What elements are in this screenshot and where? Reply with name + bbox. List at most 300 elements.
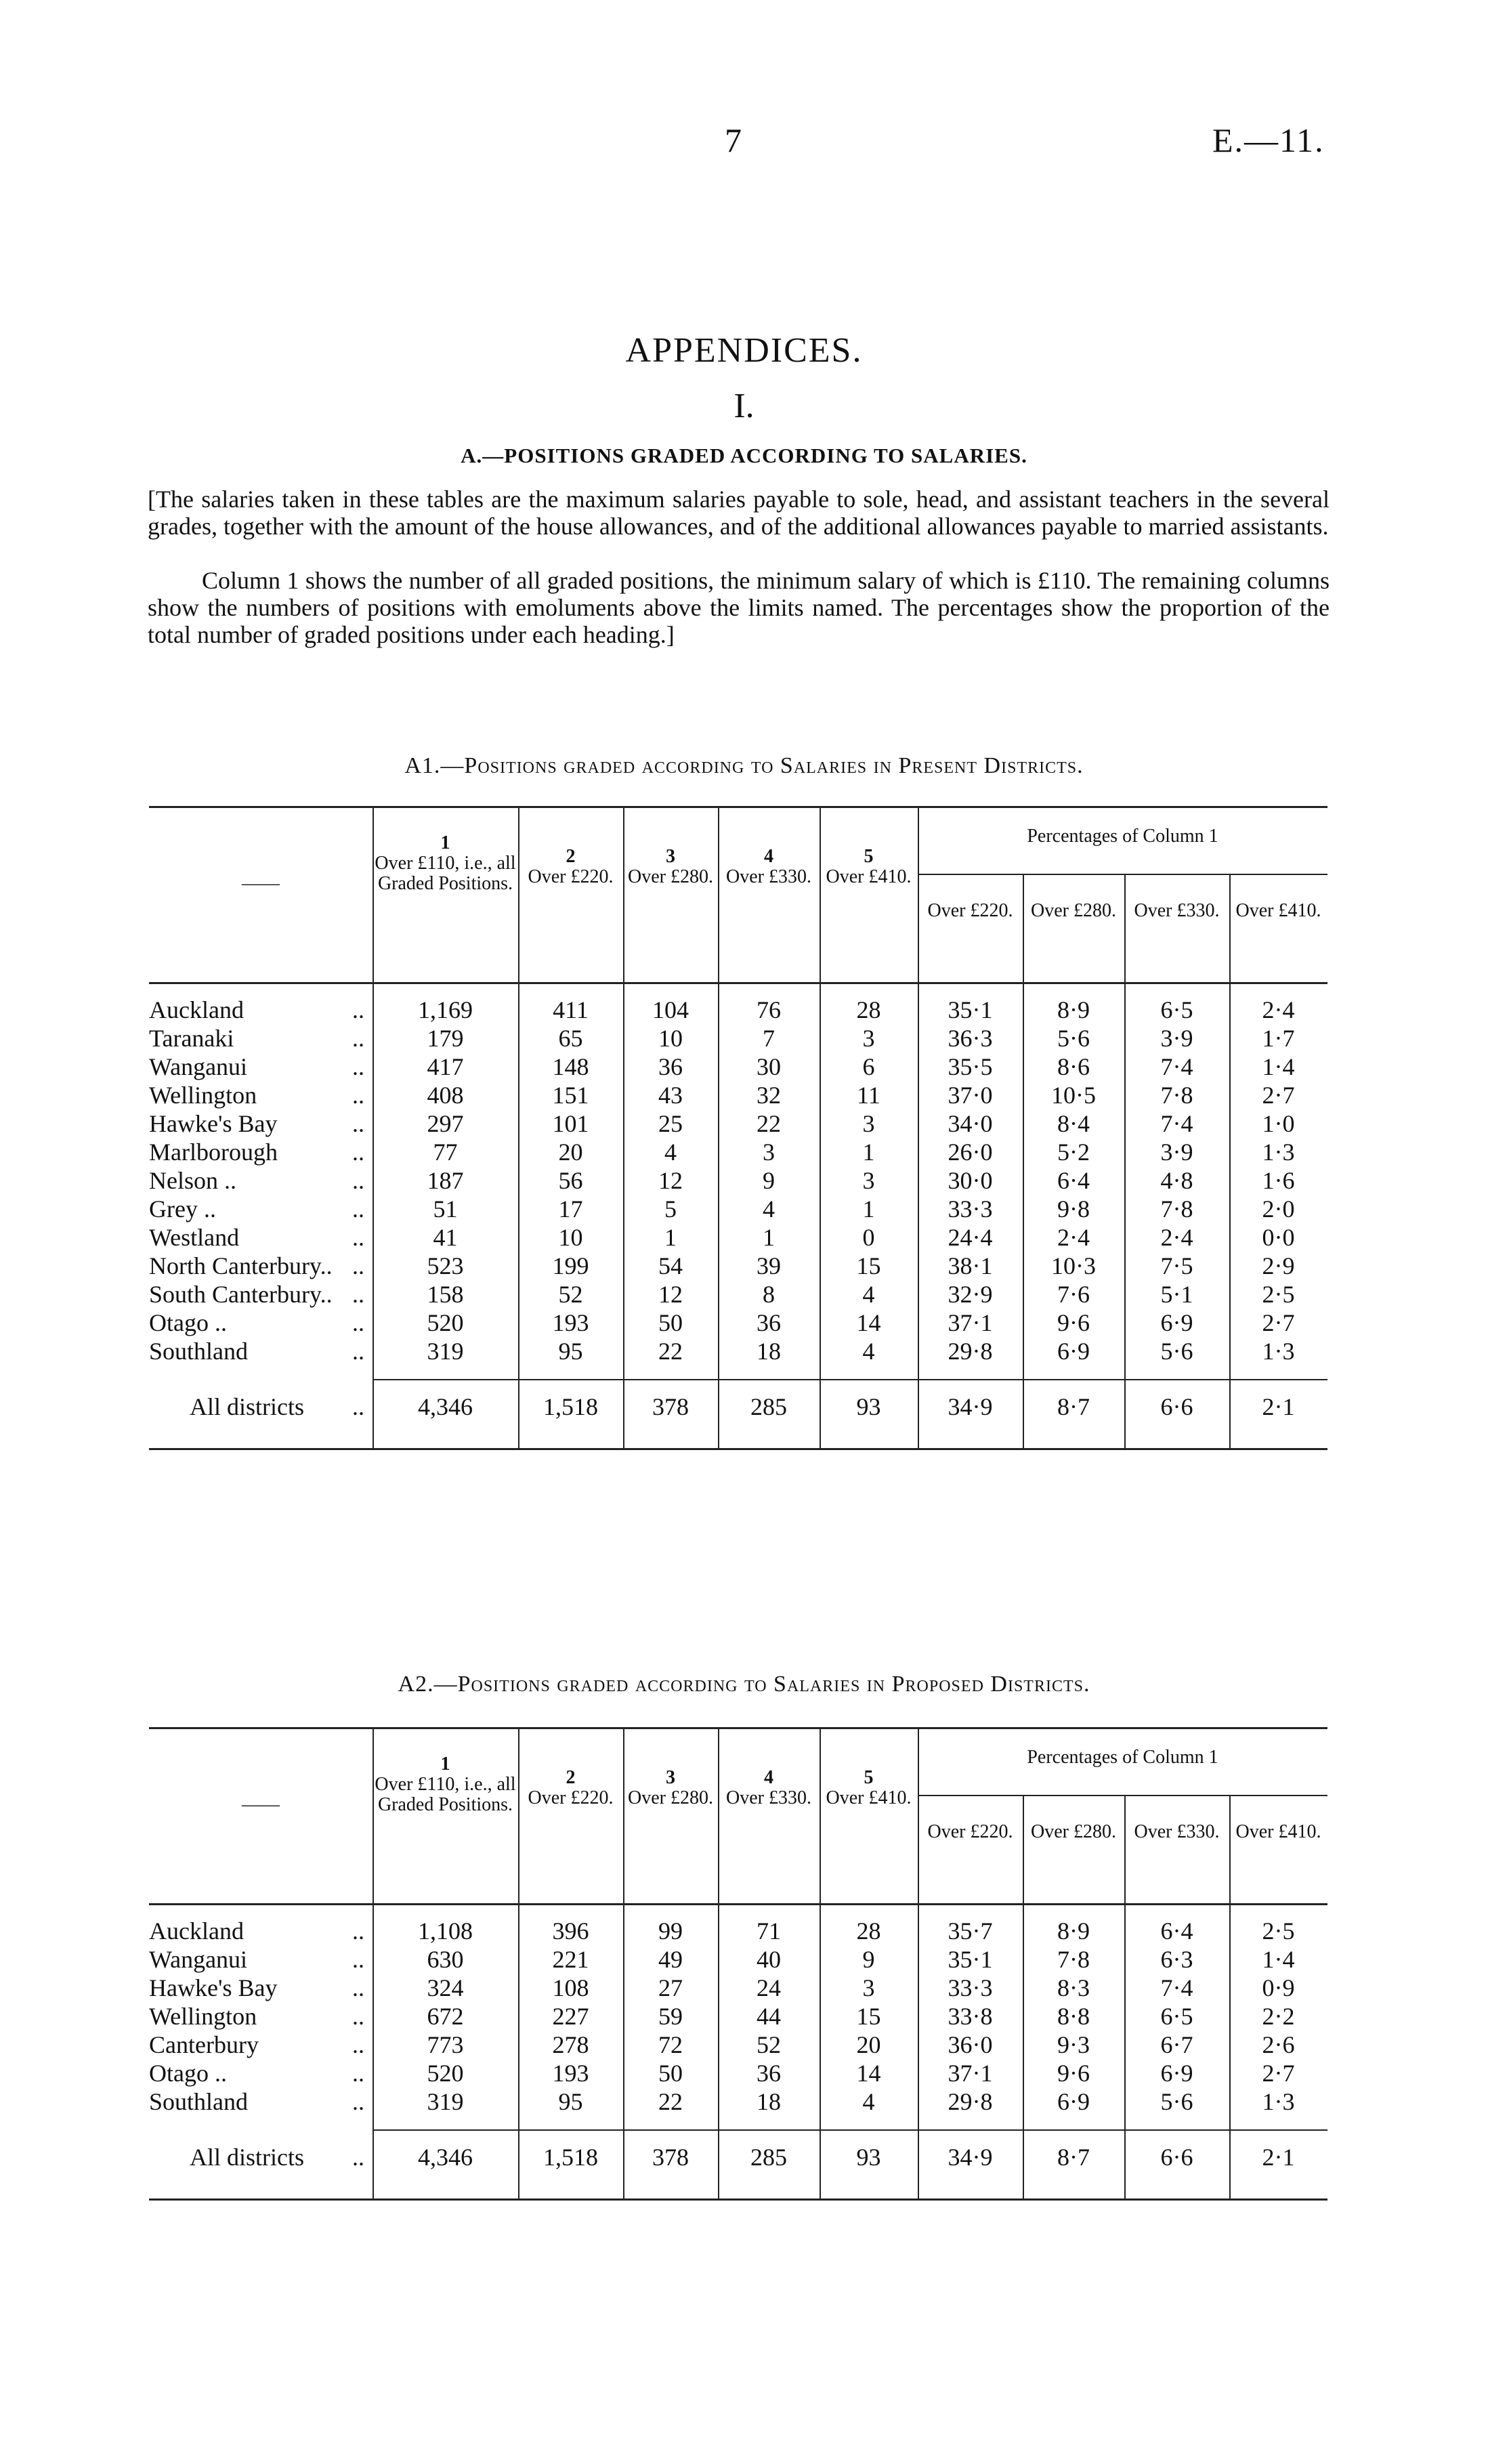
value-cell: 148 bbox=[552, 1053, 589, 1080]
value-cell: 2·7 bbox=[1262, 1309, 1295, 1336]
leader-dots: .. bbox=[352, 1082, 364, 1109]
header-rule bbox=[149, 982, 1327, 984]
header-c1-number: 1 bbox=[440, 1754, 450, 1775]
header-c4-label: Over £330. bbox=[726, 1787, 811, 1808]
table1 bbox=[149, 806, 1327, 1443]
value-cell: 33·3 bbox=[948, 1195, 993, 1223]
leader-dots: .. bbox=[352, 1053, 364, 1080]
value-cell: 56 bbox=[558, 1167, 583, 1194]
value-cell: 227 bbox=[552, 2003, 589, 2030]
value-cell: 7·4 bbox=[1160, 1110, 1193, 1137]
header-c3 bbox=[623, 847, 718, 887]
value-cell: 7·5 bbox=[1160, 1252, 1193, 1279]
value-cell: 297 bbox=[427, 1110, 464, 1137]
value-cell: 193 bbox=[552, 1309, 589, 1336]
value-cell: 8·9 bbox=[1057, 996, 1090, 1023]
table-row bbox=[149, 1138, 1327, 1166]
value-cell: 285 bbox=[750, 1393, 787, 1420]
value-cell: 35·1 bbox=[948, 1946, 993, 1973]
value-cell: 33·8 bbox=[948, 2003, 993, 2030]
header-blank: —— bbox=[242, 873, 280, 894]
total-rule bbox=[373, 2129, 1327, 2131]
district-name: Otago .. bbox=[149, 2060, 227, 2087]
value-cell: 51 bbox=[433, 1195, 458, 1223]
value-cell: 1 bbox=[862, 1139, 875, 1166]
value-cell: 3·9 bbox=[1160, 1025, 1193, 1052]
value-cell: 36 bbox=[757, 2060, 781, 2087]
district-name: Wanganui bbox=[149, 1946, 248, 1973]
value-cell: 285 bbox=[750, 2144, 787, 2171]
header-percentages-group: Percentages of Column 1 bbox=[1027, 826, 1218, 847]
value-cell: 9·8 bbox=[1057, 1195, 1090, 1223]
header-c4 bbox=[718, 847, 820, 887]
value-cell: 10·5 bbox=[1051, 1082, 1096, 1109]
value-cell: 8·9 bbox=[1057, 1917, 1090, 1945]
value-cell: 2·4 bbox=[1262, 996, 1295, 1023]
header-percent-p4: Over £410. bbox=[1235, 900, 1321, 921]
value-cell: 8·3 bbox=[1057, 1974, 1090, 2001]
value-cell: 1,108 bbox=[418, 1917, 473, 1945]
value-cell: 7 bbox=[763, 1025, 775, 1052]
value-cell: 50 bbox=[658, 2060, 683, 2087]
leader-dots: .. bbox=[352, 1917, 364, 1945]
value-cell: 104 bbox=[652, 996, 689, 1023]
value-cell: 10 bbox=[558, 1224, 583, 1251]
value-cell: 417 bbox=[427, 1053, 464, 1080]
value-cell: 28 bbox=[856, 1917, 881, 1945]
header-c5 bbox=[820, 847, 918, 887]
district-name: All districts bbox=[190, 1393, 304, 1420]
document-reference: E.—11. bbox=[1212, 121, 1325, 159]
leader-dots: .. bbox=[352, 2088, 364, 2115]
district-name: Wanganui bbox=[149, 1053, 248, 1080]
value-cell: 3 bbox=[862, 1025, 875, 1052]
value-cell: 41 bbox=[433, 1224, 458, 1251]
value-cell: 6·4 bbox=[1057, 1167, 1090, 1194]
value-cell: 5·2 bbox=[1057, 1139, 1090, 1166]
district-name: Westland bbox=[149, 1224, 240, 1251]
value-cell: 7·4 bbox=[1160, 1974, 1193, 2001]
header-c5 bbox=[820, 1768, 918, 1808]
value-cell: 1,169 bbox=[418, 996, 473, 1023]
leader-dots: .. bbox=[352, 1195, 364, 1223]
value-cell: 4 bbox=[763, 1195, 775, 1223]
value-cell: 52 bbox=[757, 2031, 781, 2058]
leader-dots: .. bbox=[352, 1025, 364, 1052]
value-cell: 1·4 bbox=[1262, 1053, 1295, 1080]
value-cell: 35·7 bbox=[948, 1917, 993, 1945]
value-cell: 30 bbox=[757, 1053, 781, 1080]
intro-paragraph-1: [The salaries taken in these tables are the maximum salaries payable to sole, head, and assistant teachers in the several grades, together with the amount of the house allowances, and of the additional allowances payable to married assistants. bbox=[148, 486, 1330, 540]
total-row bbox=[149, 1393, 1327, 1421]
value-cell: 1·3 bbox=[1262, 1338, 1295, 1365]
value-cell: 36·3 bbox=[948, 1025, 993, 1052]
value-cell: 101 bbox=[552, 1110, 589, 1137]
value-cell: 1·6 bbox=[1262, 1167, 1295, 1194]
value-cell: 2·1 bbox=[1262, 1393, 1295, 1420]
value-cell: 8·4 bbox=[1057, 1110, 1090, 1137]
value-cell: 520 bbox=[427, 2060, 464, 2087]
value-cell: 7·8 bbox=[1160, 1195, 1193, 1223]
header-c1 bbox=[373, 833, 518, 894]
value-cell: 33·3 bbox=[948, 1974, 993, 2001]
header-percent-p3: Over £330. bbox=[1134, 1821, 1220, 1842]
value-cell: 319 bbox=[427, 2088, 464, 2115]
value-cell: 49 bbox=[658, 1946, 683, 1973]
section-number: I. bbox=[734, 387, 754, 425]
table1-caption: A1.—Positions graded according to Salaries in Present Districts. bbox=[404, 753, 1084, 778]
table-row bbox=[149, 1309, 1327, 1337]
value-cell: 3 bbox=[862, 1167, 875, 1194]
header-c5-label: Over £410. bbox=[826, 866, 912, 887]
value-cell: 20 bbox=[558, 1139, 583, 1166]
value-cell: 34·9 bbox=[948, 1393, 993, 1420]
header-c3-label: Over £280. bbox=[628, 866, 713, 887]
value-cell: 22 bbox=[757, 1110, 781, 1137]
value-cell: 9·3 bbox=[1057, 2031, 1090, 2058]
table-row bbox=[149, 2002, 1327, 2031]
value-cell: 59 bbox=[658, 2003, 683, 2030]
value-cell: 34·0 bbox=[948, 1110, 993, 1137]
header-c3-number: 3 bbox=[666, 1767, 675, 1788]
value-cell: 6 bbox=[862, 1053, 875, 1080]
value-cell: 3·9 bbox=[1160, 1139, 1193, 1166]
leader-dots: .. bbox=[352, 1338, 364, 1365]
value-cell: 2·1 bbox=[1262, 2144, 1295, 2171]
header-c3-number: 3 bbox=[666, 846, 675, 867]
header-c4-label: Over £330. bbox=[726, 866, 811, 887]
district-name: Canterbury bbox=[149, 2031, 259, 2058]
value-cell: 7·8 bbox=[1160, 1082, 1193, 1109]
district-name: Nelson .. bbox=[149, 1167, 236, 1194]
value-cell: 0·0 bbox=[1262, 1224, 1295, 1251]
leader-dots: .. bbox=[352, 1309, 364, 1336]
value-cell: 28 bbox=[856, 996, 881, 1023]
value-cell: 408 bbox=[427, 1082, 464, 1109]
district-name: Southland bbox=[149, 1338, 249, 1365]
value-cell: 151 bbox=[552, 1082, 589, 1109]
value-cell: 1 bbox=[862, 1195, 875, 1223]
value-cell: 18 bbox=[757, 1338, 781, 1365]
district-name: Hawke's Bay bbox=[149, 1110, 278, 1137]
value-cell: 1·7 bbox=[1262, 1025, 1295, 1052]
value-cell: 25 bbox=[658, 1110, 683, 1137]
value-cell: 12 bbox=[658, 1167, 683, 1194]
value-cell: 2·7 bbox=[1262, 2060, 1295, 2087]
header-c2-number: 2 bbox=[566, 1767, 576, 1788]
top-rule bbox=[149, 806, 1327, 808]
table-row bbox=[149, 1053, 1327, 1081]
value-cell: 6·9 bbox=[1160, 2060, 1193, 2087]
header-c4-number: 4 bbox=[764, 846, 773, 867]
leader-dots: .. bbox=[352, 2031, 364, 2058]
value-cell: 773 bbox=[427, 2031, 464, 2058]
district-name: All districts bbox=[190, 2144, 304, 2171]
value-cell: 1·3 bbox=[1262, 2088, 1295, 2115]
value-cell: 77 bbox=[433, 1139, 458, 1166]
value-cell: 36 bbox=[658, 1053, 683, 1080]
value-cell: 32 bbox=[757, 1082, 781, 1109]
header-c1-label: Over £110, i.e., all Graded Positions. bbox=[375, 853, 516, 894]
table-row bbox=[149, 1195, 1327, 1223]
value-cell: 52 bbox=[558, 1281, 583, 1308]
value-cell: 199 bbox=[552, 1252, 589, 1279]
value-cell: 1 bbox=[664, 1224, 677, 1251]
header-c4 bbox=[718, 1768, 820, 1808]
value-cell: 221 bbox=[552, 1946, 589, 1973]
value-cell: 2·7 bbox=[1262, 1082, 1295, 1109]
header-c3-label: Over £280. bbox=[628, 1787, 713, 1808]
table-row bbox=[149, 2059, 1327, 2087]
value-cell: 8·7 bbox=[1057, 2144, 1090, 2171]
value-cell: 36 bbox=[757, 1309, 781, 1336]
table-row bbox=[149, 1081, 1327, 1109]
district-name: Otago .. bbox=[149, 1309, 227, 1336]
district-name: South Canterbury.. bbox=[149, 1281, 333, 1308]
value-cell: 2·0 bbox=[1262, 1195, 1295, 1223]
header-percent-p4: Over £410. bbox=[1235, 1821, 1321, 1842]
table-row bbox=[149, 2087, 1327, 2116]
header-c5-label: Over £410. bbox=[826, 1787, 912, 1808]
header-percentages-group: Percentages of Column 1 bbox=[1027, 1747, 1218, 1768]
header-percent-p2: Over £280. bbox=[1031, 900, 1116, 921]
value-cell: 179 bbox=[427, 1025, 464, 1052]
value-cell: 17 bbox=[558, 1195, 583, 1223]
value-cell: 76 bbox=[757, 996, 781, 1023]
leader-dots: .. bbox=[352, 1281, 364, 1308]
value-cell: 5·6 bbox=[1057, 1025, 1090, 1052]
value-cell: 15 bbox=[856, 1252, 881, 1279]
value-cell: 5·1 bbox=[1160, 1281, 1193, 1308]
value-cell: 37·1 bbox=[948, 2060, 993, 2087]
value-cell: 187 bbox=[427, 1167, 464, 1194]
value-cell: 11 bbox=[857, 1082, 880, 1109]
value-cell: 6·6 bbox=[1160, 2144, 1193, 2171]
value-cell: 34·9 bbox=[948, 2144, 993, 2171]
value-cell: 7·6 bbox=[1057, 1281, 1090, 1308]
value-cell: 278 bbox=[552, 2031, 589, 2058]
value-cell: 35·1 bbox=[948, 996, 993, 1023]
value-cell: 378 bbox=[652, 2144, 689, 2171]
value-cell: 6·9 bbox=[1057, 2088, 1090, 2115]
leader-dots: .. bbox=[352, 2060, 364, 2087]
intro-paragraph-2: Column 1 shows the number of all graded positions, the minimum salary of which is £110. The remaining columns show the numbers of positions with emoluments above the limits named. The percentages show the proportion of the total number of graded positions under each heading.] bbox=[148, 567, 1330, 648]
header-percent-p2: Over £280. bbox=[1031, 1821, 1116, 1842]
value-cell: 37·0 bbox=[948, 1082, 993, 1109]
percent-group-rule bbox=[918, 1795, 1327, 1796]
value-cell: 2·2 bbox=[1262, 2003, 1295, 2030]
value-cell: 6·9 bbox=[1160, 1309, 1193, 1336]
value-cell: 5 bbox=[664, 1195, 677, 1223]
table-row bbox=[149, 1280, 1327, 1309]
header-c4-number: 4 bbox=[764, 1767, 773, 1788]
district-name: Grey .. bbox=[149, 1195, 216, 1223]
value-cell: 1·0 bbox=[1262, 1110, 1295, 1137]
value-cell: 8·6 bbox=[1057, 1053, 1090, 1080]
total-rule bbox=[373, 1379, 1327, 1380]
district-name: Wellington bbox=[149, 1082, 257, 1109]
bottom-rule bbox=[149, 2199, 1327, 2201]
header-blank: —— bbox=[242, 1794, 280, 1815]
value-cell: 3 bbox=[763, 1139, 775, 1166]
value-cell: 0 bbox=[862, 1224, 875, 1251]
table-row bbox=[149, 1252, 1327, 1280]
value-cell: 6·7 bbox=[1160, 2031, 1193, 2058]
value-cell: 99 bbox=[658, 1917, 683, 1945]
header-c3 bbox=[623, 1768, 718, 1808]
value-cell: 39 bbox=[757, 1252, 781, 1279]
value-cell: 8 bbox=[763, 1281, 775, 1308]
value-cell: 5·6 bbox=[1160, 2088, 1193, 2115]
district-name: Taranaki bbox=[149, 1025, 234, 1052]
header-percent-p3: Over £330. bbox=[1134, 900, 1220, 921]
header-c1-label: Over £110, i.e., all Graded Positions. bbox=[375, 1774, 516, 1815]
value-cell: 10·3 bbox=[1051, 1252, 1096, 1279]
value-cell: 24 bbox=[757, 1974, 781, 2001]
header-c5-number: 5 bbox=[864, 1767, 874, 1788]
value-cell: 1·4 bbox=[1262, 1946, 1295, 1973]
value-cell: 14 bbox=[856, 2060, 881, 2087]
value-cell: 1·3 bbox=[1262, 1139, 1295, 1166]
value-cell: 4 bbox=[664, 1139, 677, 1166]
header-c1 bbox=[373, 1754, 518, 1815]
value-cell: 630 bbox=[427, 1946, 464, 1973]
value-cell: 6·6 bbox=[1160, 1393, 1193, 1420]
table-row bbox=[149, 1945, 1327, 1974]
value-cell: 4,346 bbox=[418, 2144, 473, 2171]
value-cell: 8·8 bbox=[1057, 2003, 1090, 2030]
leader-dots: .. bbox=[352, 1224, 364, 1251]
value-cell: 7·8 bbox=[1057, 1946, 1090, 1973]
district-name: Hawke's Bay bbox=[149, 1974, 278, 2001]
value-cell: 523 bbox=[427, 1252, 464, 1279]
value-cell: 4 bbox=[862, 2088, 875, 2115]
table-row bbox=[149, 1166, 1327, 1195]
value-cell: 2·5 bbox=[1262, 1917, 1295, 1945]
bottom-rule bbox=[149, 1448, 1327, 1450]
value-cell: 65 bbox=[558, 1025, 583, 1052]
value-cell: 71 bbox=[757, 1917, 781, 1945]
value-cell: 38·1 bbox=[948, 1252, 993, 1279]
value-cell: 24·4 bbox=[948, 1224, 993, 1251]
value-cell: 3 bbox=[862, 1974, 875, 2001]
value-cell: 6·5 bbox=[1160, 996, 1193, 1023]
header-c5-number: 5 bbox=[864, 846, 874, 867]
value-cell: 29·8 bbox=[948, 2088, 993, 2115]
value-cell: 43 bbox=[658, 1082, 683, 1109]
leader-dots: .. bbox=[352, 2144, 364, 2171]
value-cell: 520 bbox=[427, 1309, 464, 1336]
value-cell: 108 bbox=[552, 1974, 589, 2001]
table-row bbox=[149, 2031, 1327, 2059]
value-cell: 2·6 bbox=[1262, 2031, 1295, 2058]
value-cell: 20 bbox=[856, 2031, 881, 2058]
district-name: Wellington bbox=[149, 2003, 257, 2030]
value-cell: 95 bbox=[558, 1338, 583, 1365]
header-c2-label: Over £220. bbox=[528, 866, 614, 887]
value-cell: 6·3 bbox=[1160, 1946, 1193, 1973]
header-c2 bbox=[518, 1768, 623, 1808]
header-percent-p1: Over £220. bbox=[927, 900, 1013, 921]
value-cell: 2·4 bbox=[1057, 1224, 1090, 1251]
value-cell: 22 bbox=[658, 2088, 683, 2115]
value-cell: 378 bbox=[652, 1393, 689, 1420]
table-row bbox=[149, 1109, 1327, 1138]
value-cell: 29·8 bbox=[948, 1338, 993, 1365]
value-cell: 7·4 bbox=[1160, 1053, 1193, 1080]
top-rule bbox=[149, 1727, 1327, 1729]
leader-dots: .. bbox=[352, 1946, 364, 1973]
table-row bbox=[149, 1223, 1327, 1252]
leader-dots: .. bbox=[352, 2003, 364, 2030]
value-cell: 324 bbox=[427, 1974, 464, 2001]
value-cell: 9 bbox=[763, 1167, 775, 1194]
value-cell: 44 bbox=[757, 2003, 781, 2030]
value-cell: 6·5 bbox=[1160, 2003, 1193, 2030]
value-cell: 37·1 bbox=[948, 1309, 993, 1336]
table-row bbox=[149, 1974, 1327, 2002]
value-cell: 396 bbox=[552, 1917, 589, 1945]
value-cell: 5·6 bbox=[1160, 1338, 1193, 1365]
value-cell: 12 bbox=[658, 1281, 683, 1308]
value-cell: 15 bbox=[856, 2003, 881, 2030]
value-cell: 14 bbox=[856, 1309, 881, 1336]
table-row bbox=[149, 996, 1327, 1024]
value-cell: 1 bbox=[763, 1224, 775, 1251]
value-cell: 2·4 bbox=[1160, 1224, 1193, 1251]
leader-dots: .. bbox=[352, 1167, 364, 1194]
district-name: Marlborough bbox=[149, 1139, 278, 1166]
value-cell: 8·7 bbox=[1057, 1393, 1090, 1420]
leader-dots: .. bbox=[352, 1110, 364, 1137]
value-cell: 411 bbox=[553, 996, 589, 1023]
value-cell: 40 bbox=[757, 1946, 781, 1973]
value-cell: 9·6 bbox=[1057, 2060, 1090, 2087]
page-title: APPENDICES. bbox=[625, 331, 863, 370]
value-cell: 6·4 bbox=[1160, 1917, 1193, 1945]
value-cell: 6·9 bbox=[1057, 1338, 1090, 1365]
header-c2 bbox=[518, 847, 623, 887]
header-c1-number: 1 bbox=[440, 832, 450, 853]
value-cell: 193 bbox=[552, 2060, 589, 2087]
leader-dots: .. bbox=[352, 996, 364, 1023]
value-cell: 319 bbox=[427, 1338, 464, 1365]
page-number: 7 bbox=[725, 121, 742, 159]
leader-dots: .. bbox=[352, 1139, 364, 1166]
percent-group-rule bbox=[918, 874, 1327, 875]
leader-dots: .. bbox=[352, 1974, 364, 2001]
district-name: North Canterbury.. bbox=[149, 1252, 333, 1279]
header-rule bbox=[149, 1903, 1327, 1905]
district-name: Southland bbox=[149, 2088, 249, 2115]
header-c2-number: 2 bbox=[566, 846, 576, 867]
value-cell: 50 bbox=[658, 1309, 683, 1336]
value-cell: 22 bbox=[658, 1338, 683, 1365]
value-cell: 4,346 bbox=[418, 1393, 473, 1420]
leader-dots: .. bbox=[352, 1252, 364, 1279]
value-cell: 1,518 bbox=[543, 2144, 598, 2171]
value-cell: 9 bbox=[862, 1946, 875, 1973]
value-cell: 30·0 bbox=[948, 1167, 993, 1194]
value-cell: 54 bbox=[658, 1252, 683, 1279]
value-cell: 672 bbox=[427, 2003, 464, 2030]
value-cell: 36·0 bbox=[948, 2031, 993, 2058]
value-cell: 4 bbox=[862, 1281, 875, 1308]
value-cell: 35·5 bbox=[948, 1053, 993, 1080]
leader-dots: .. bbox=[352, 1393, 364, 1420]
value-cell: 10 bbox=[658, 1025, 683, 1052]
value-cell: 4·8 bbox=[1160, 1167, 1193, 1194]
